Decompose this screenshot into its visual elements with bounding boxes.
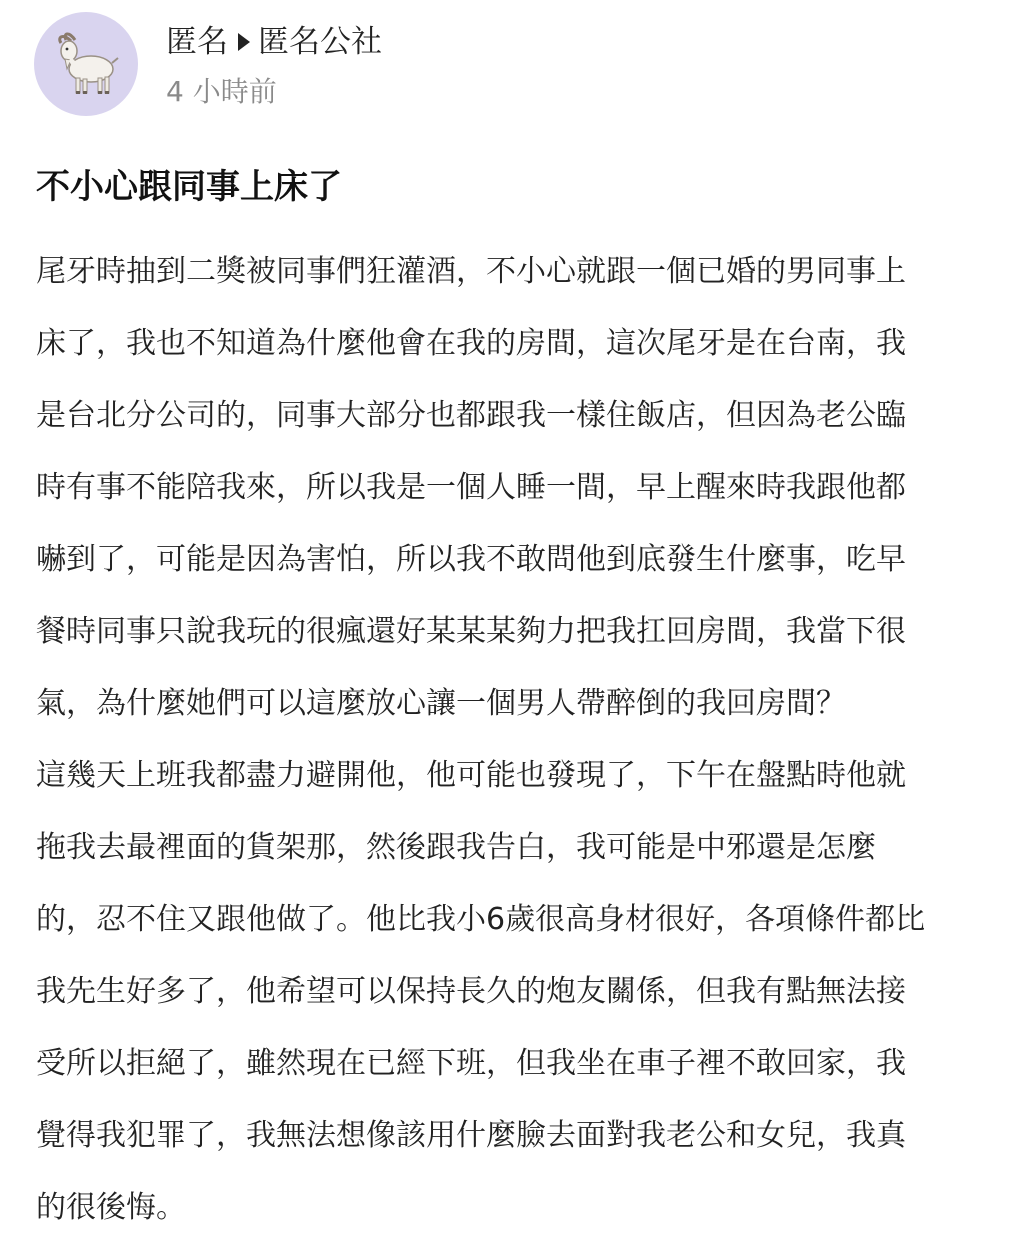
content-line: 時有事不能陪我來，所以我是一個人睡一間，早上醒來時我跟他都 <box>36 470 906 505</box>
content-line: 這幾天上班我都盡力避開他，他可能也發現了，下午在盤點時他就 <box>36 758 906 793</box>
content-line: 是台北分公司的，同事大部分也都跟我一樣住飯店，但因為老公臨 <box>36 398 906 433</box>
content-line: 尾牙時抽到二獎被同事們狂灌酒，不小心就跟一個已婚的男同事上 <box>36 254 906 289</box>
content-line: 我先生好多了，他希望可以保持長久的炮友關係，但我有點無法接 <box>36 974 906 1009</box>
author-name[interactable]: 匿名 <box>166 24 228 60</box>
content-line: 的，忍不住又跟他做了。他比我小6歲很高身材很好，各項條件都比 <box>36 902 926 937</box>
author-board-line <box>166 22 382 62</box>
content-line: 受所以拒絕了，雖然現在已經下班，但我坐在車子裡不敢回家，我 <box>36 1046 906 1081</box>
avatar[interactable] <box>34 12 138 116</box>
content-line: 床了，我也不知道為什麼他會在我的房間，這次尾牙是在台南，我 <box>36 326 906 361</box>
content-line: 覺得我犯罪了，我無法想像該用什麼臉去面對我老公和女兒，我真 <box>36 1118 906 1153</box>
post-title: 不小心跟同事上床了 <box>36 167 342 207</box>
content-line: 嚇到了，可能是因為害怕，所以我不敢問他到底發生什麼事，吃早 <box>36 542 906 577</box>
content-line: 氣，為什麼她們可以這麼放心讓一個男人帶醉倒的我回房間？ <box>36 686 846 721</box>
post-header <box>34 12 382 116</box>
triangle-right-icon <box>238 33 250 51</box>
post-time: 4 小時前 <box>166 75 277 108</box>
post-content <box>36 236 996 1244</box>
content-line: 拖我去最裡面的貨架那，然後跟我告白，我可能是中邪還是怎麼 <box>36 830 876 865</box>
content-line: 餐時同事只說我玩的很瘋還好某某某夠力把我扛回房間，我當下很 <box>36 614 906 649</box>
goat-icon <box>49 27 123 101</box>
board-name[interactable]: 匿名公社 <box>258 24 382 60</box>
post-meta <box>166 12 382 110</box>
content-line: 的很後悔。 <box>36 1190 186 1225</box>
